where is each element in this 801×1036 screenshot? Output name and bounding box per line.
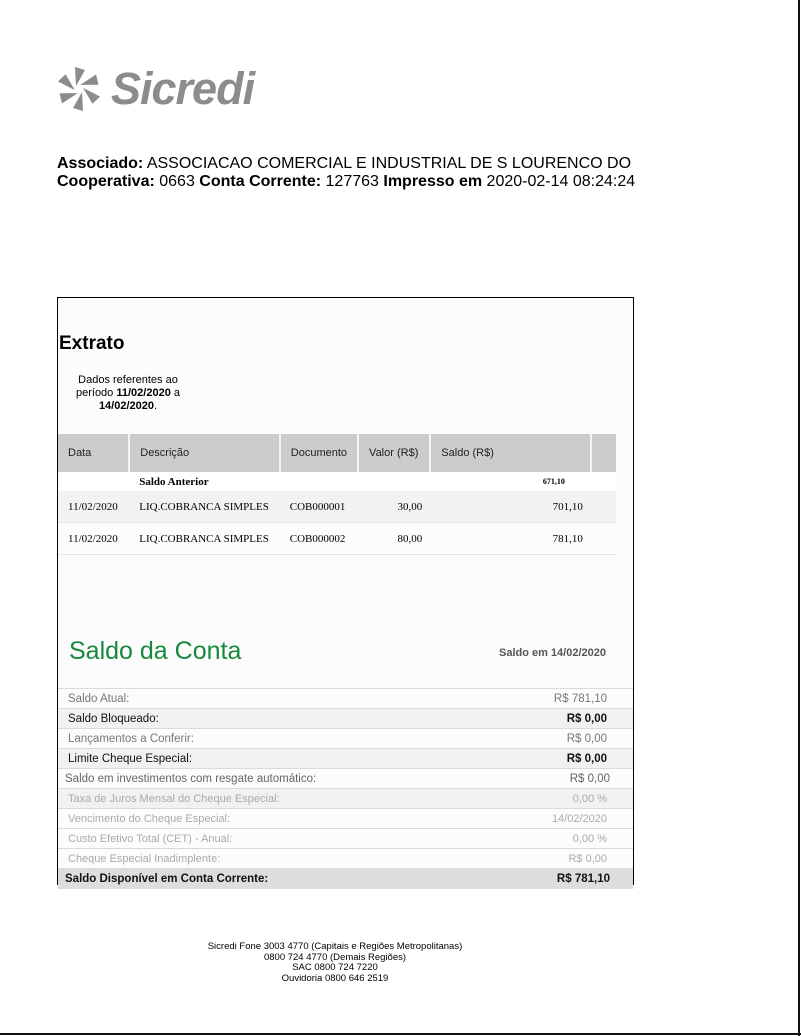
impresso-value: 2020-02-14 08:24:24 [486,173,636,190]
summary-row-inadimplente [58,848,633,868]
summary-label: Saldo em investimentos com resgate automático: [65,772,317,785]
footer-line: Ouvidoria 0800 646 2519 [281,972,389,984]
sicredi-logo-icon [55,65,103,113]
cell-saldo: 701,10 [430,491,591,523]
summary-row-saldo-disponivel [58,868,633,889]
impresso-label: Impresso em [383,173,483,190]
cell-data: 11/02/2020 [58,491,129,523]
col-spacer [591,434,616,472]
page-border-right [798,0,800,1036]
associado-line [57,155,635,173]
summary-row-saldo-bloqueado [58,708,633,728]
cooperativa-line [57,173,635,191]
summary-value: R$ 781,10 [556,873,610,885]
account-info [57,155,635,191]
saldo-anterior-label: Saldo Anterior [129,472,430,491]
cell-data: 11/02/2020 [58,523,129,555]
summary-value: 14/02/2020 [551,812,607,825]
statement-box [57,297,634,885]
conta-label: Conta Corrente: [199,173,322,190]
summary-label: Lançamentos a Conferir: [68,732,194,745]
page-border-bottom [0,1033,801,1035]
summary-row-saldo-atual [58,688,633,708]
footer-contacts [200,942,470,984]
periodo-prefix: Dados referentes ao período [75,374,178,399]
periodo-suffix: . [154,400,158,412]
summary-label: Taxa de Juros Mensal do Cheque Especial: [68,792,280,805]
cell-valor: 30,00 [358,491,430,523]
cell-documento: COB000001 [280,491,358,523]
summary-row-cet [58,828,633,848]
periodo-mid: a [173,387,180,399]
summary-label: Saldo Disponível em Conta Corrente: [65,873,269,885]
cell-empty [591,523,616,555]
associado-label: Associado: [57,155,144,172]
summary-label: Saldo Bloqueado: [68,712,159,725]
col-documento: Documento [280,434,358,472]
extrato-title: Extrato [59,333,125,354]
summary-value: 0,00 % [572,832,607,845]
summary-label: Vencimento do Cheque Especial: [68,812,231,825]
summary-value: R$ 781,10 [553,692,607,705]
cell-descricao: LIQ.COBRANCA SIMPLES [129,491,280,523]
summary-row-lancamentos [58,728,633,748]
saldo-anterior-value: 671,10 [430,472,591,491]
col-saldo: Saldo (R$) [430,434,591,472]
cell-saldo: 781,10 [430,523,591,555]
sicredi-logo [55,62,254,116]
cell-empty [58,472,129,491]
periodo-start: 11/02/2020 [116,387,171,399]
associado-value: ASSOCIACAO COMERCIAL E INDUSTRIAL DE S LOURENCO DO [146,155,632,172]
summary-label: Cheque Especial Inadimplente: [68,852,221,865]
balance-summary [58,688,633,889]
summary-value: 0,00 % [572,792,607,805]
saldo-em-date: Saldo em 14/02/2020 [498,647,606,659]
summary-label: Limite Cheque Especial: [68,752,193,765]
summary-label: Custo Efetivo Total (CET) - Anual: [68,832,233,845]
summary-value: R$ 0,00 [566,712,607,725]
summary-label: Saldo Atual: [68,692,130,705]
cell-empty [591,472,616,491]
cell-valor: 80,00 [358,523,430,555]
table-header [58,434,616,472]
summary-value: R$ 0,00 [569,772,610,785]
periodo-end: 14/02/2020 [98,400,154,412]
cooperativa-label: Cooperativa: [57,173,155,190]
col-valor: Valor (R$) [358,434,430,472]
saldo-anterior-row [58,472,616,491]
cooperativa-value: 0663 [159,173,195,190]
summary-row-taxa-juros [58,788,633,808]
table-row [58,523,616,555]
saldo-conta-title: Saldo da Conta [69,637,242,665]
summary-value: R$ 0,00 [566,752,607,765]
summary-row-limite-cheque [58,748,633,768]
footer-line: Sicredi Fone 3003 4770 (Capitais e Regiões Metropolitanas) [207,941,463,952]
summary-value: R$ 0,00 [566,732,607,745]
transactions-table [58,434,616,555]
cell-empty [591,491,616,523]
cell-descricao: LIQ.COBRANCA SIMPLES [129,523,280,555]
summary-row-investimentos [58,768,633,788]
table-row [58,491,616,523]
summary-value: R$ 0,00 [568,852,607,865]
brand-name: Sicredi [111,63,255,114]
col-descricao: Descrição [129,434,280,472]
cell-documento: COB000002 [280,523,358,555]
summary-row-vencimento [58,808,633,828]
footer-line: 0800 724 4770 (Demais Regiões) [263,951,407,963]
conta-value: 127763 [325,173,379,190]
footer-line: SAC 0800 724 7220 [292,962,378,973]
periodo-text [68,374,188,413]
col-data: Data [58,434,129,472]
